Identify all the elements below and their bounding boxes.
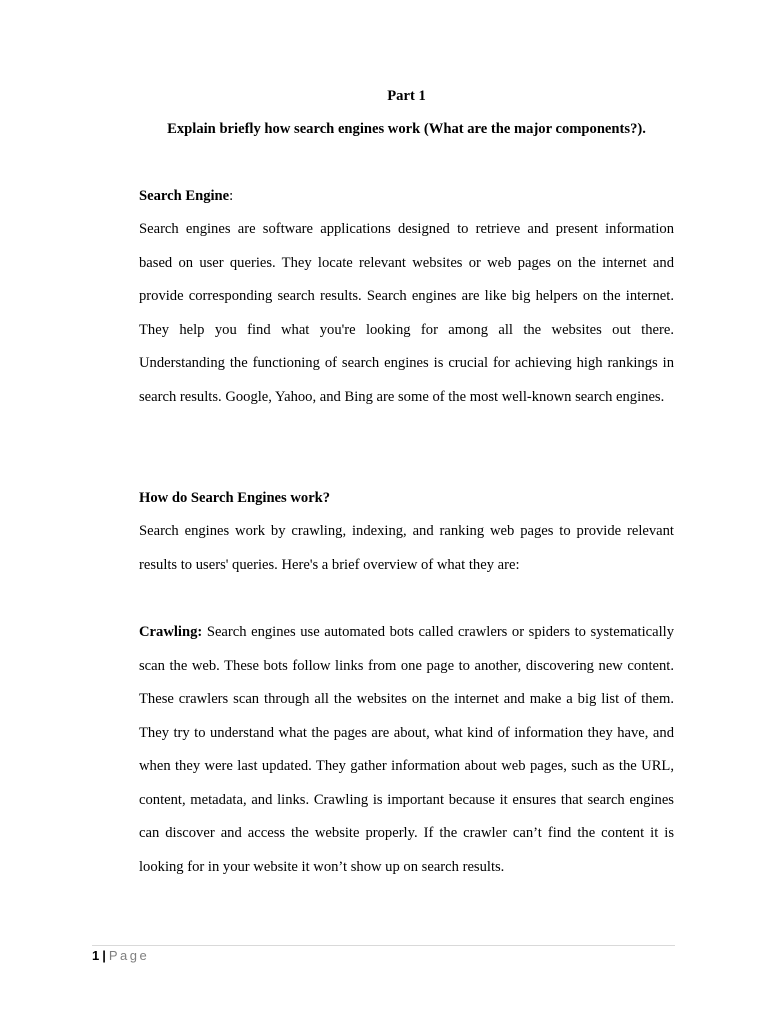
page-footer xyxy=(92,948,149,963)
page-word: Page xyxy=(108,948,150,963)
paragraph-search-engine: Search engines are software applications designed to retrieve and present information based on user queries. They locate relevant websites or web pages on the internet and provide corresponding search results. Search engines are like big helpers on the internet. They help you find what you're looking for among all the websites out there. Understanding the functioning of search engines is crucial for achieving high rankings in search results. Google, Yahoo, and Bing are some of the most well-known search engines. xyxy=(139,221,674,405)
section-heading-colon: : xyxy=(229,188,234,204)
question-heading: Explain briefly how search engines work (What are the major components?). xyxy=(167,121,646,137)
paragraph-how-it-works: Search engines work by crawling, indexing, and ranking web pages to provide relevant results to users' queries. Here's a brief overview of what they are: xyxy=(139,523,674,573)
crawling-text: Search engines use automated bots called crawlers or spiders to systematically scan the web. These bots follow links from one page to another, discovering new content. These crawlers scan through all the websites on the internet and make a big list of them. They try to understand what the pages are about, what kind of information they have, and when they were last updated. They gather information about web pages, such as the URL, content, metadata, and links. Crawling is important because it ensures that search engines can discover and access the website properly. If the crawler can’t find the content it is looking for in your website it won’t show up on search results. xyxy=(139,624,674,875)
part-title: Part 1 xyxy=(387,88,426,104)
footer-divider xyxy=(92,945,675,946)
paragraph-crawling xyxy=(139,616,674,884)
footer-separator: | xyxy=(102,948,106,963)
crawling-label: Crawling: xyxy=(139,624,203,640)
section-heading-how-it-works: How do Search Engines work? xyxy=(139,490,331,506)
section-heading-search-engine xyxy=(139,188,233,205)
page-number: 1 xyxy=(92,948,100,963)
section-heading-search-engine-text: Search Engine xyxy=(139,188,230,204)
